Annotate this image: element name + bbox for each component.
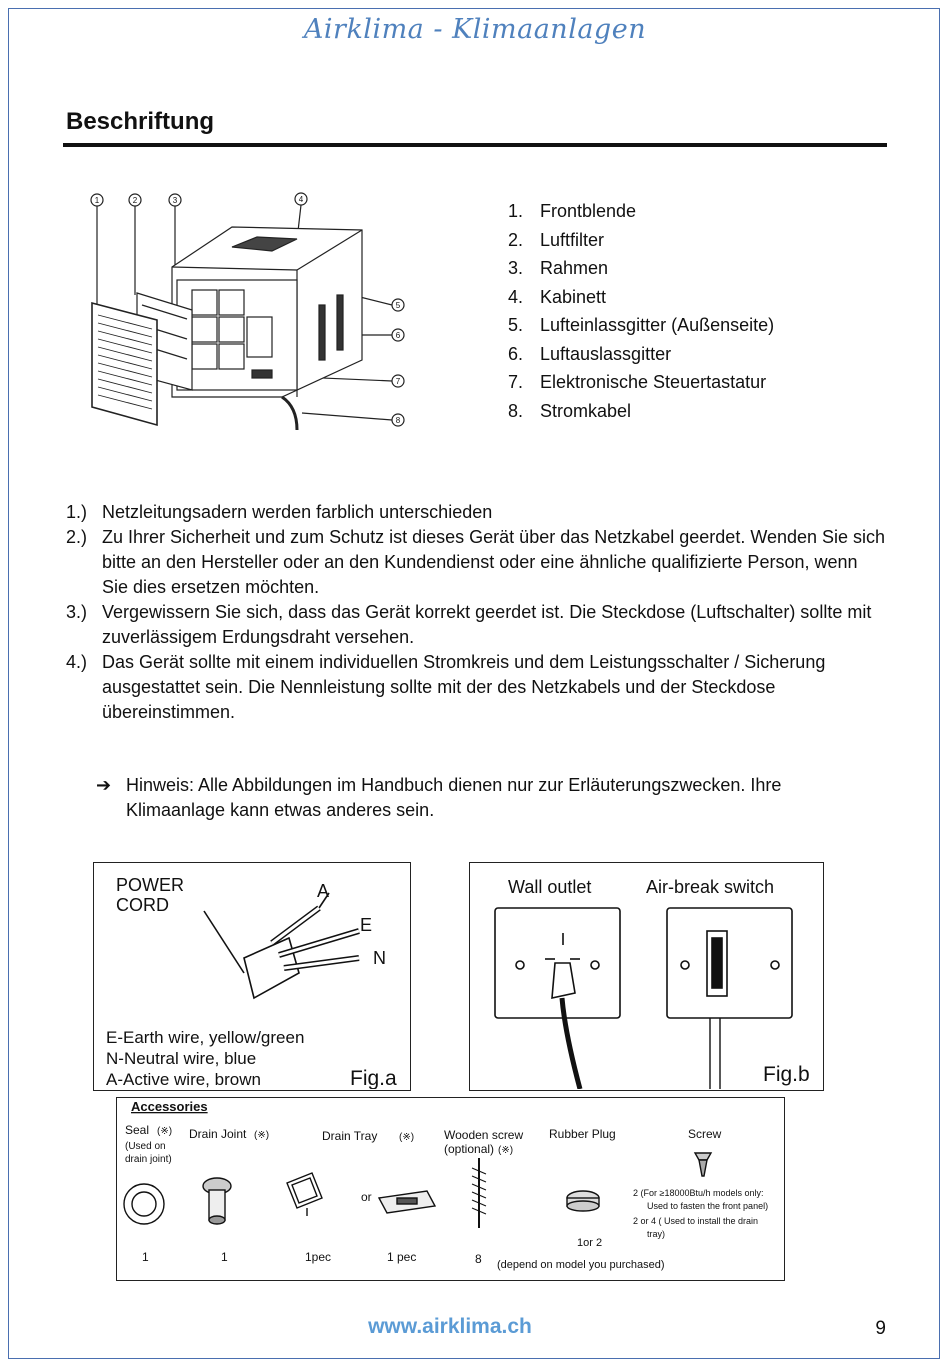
drain-tray-label: Drain Tray bbox=[322, 1129, 378, 1143]
callout-6: 6 bbox=[395, 331, 401, 340]
qty-wood: 8 bbox=[475, 1252, 482, 1266]
accessories-table bbox=[116, 1097, 785, 1281]
list-item: 7. Elektronische Steuertastatur bbox=[508, 372, 767, 392]
callout-8: 8 bbox=[395, 416, 401, 425]
page-number: 9 bbox=[875, 1318, 886, 1339]
callout-2: 2 bbox=[132, 196, 138, 205]
legend-earth: E-Earth wire, yellow/green bbox=[106, 1028, 305, 1047]
wall-outlet-label: Wall outlet bbox=[508, 877, 592, 897]
qty-tray-b: 1 pec bbox=[387, 1250, 417, 1264]
callout-3: 3 bbox=[172, 196, 178, 205]
seal-note-1: (Used on bbox=[125, 1141, 166, 1152]
note-2: 2.) Zu Ihrer Sicherheit und zum Schutz ist dieses Gerät über das Netzkabel geerdet. Wenden Sie sich bitte an den Hersteller oder an den Kundendienst oder eine ähnliche qualifizierte Person, wenn Sie dies ersetzen möchten. bbox=[66, 527, 886, 597]
list-item: 8. Stromkabel bbox=[508, 400, 632, 421]
rubber-plug-label: Rubber Plug bbox=[549, 1127, 616, 1141]
drain-joint-label: Drain Joint bbox=[189, 1127, 247, 1141]
list-item: 1. Frontblende bbox=[508, 201, 637, 221]
ac-exploded-diagram bbox=[82, 185, 422, 435]
seal-label: Seal bbox=[125, 1123, 150, 1137]
note-3: 3.) Vergewissern Sie sich, dass das Gerät korrekt geerdet ist. Die Steckdose (Luftschalter) sollte mit zuverlässigem Erdungsdraht versehen. bbox=[66, 602, 872, 647]
callout-5: 5 bbox=[395, 301, 401, 310]
accessories-title: Accessories bbox=[131, 1099, 208, 1114]
screw-note-1: 2 (For ≥18000Btu/h models only: bbox=[633, 1188, 764, 1198]
fig-a-caption: Fig.a bbox=[350, 1067, 397, 1089]
wire-a-label: A bbox=[317, 881, 330, 901]
depend-note: (depend on model you purchased) bbox=[497, 1259, 665, 1271]
legend-neutral: N-Neutral wire, blue bbox=[106, 1049, 257, 1068]
list-item: 4. Kabinett bbox=[508, 286, 607, 307]
wire-n-label: N bbox=[373, 948, 386, 968]
wooden-screw-mark: (※) bbox=[498, 1145, 514, 1156]
figure-a-power-cord bbox=[93, 862, 411, 1091]
qty-seal: 1 bbox=[142, 1250, 149, 1264]
legend-active: A-Active wire, brown bbox=[106, 1070, 261, 1089]
section-title: Beschriftung bbox=[66, 108, 215, 135]
list-item: 3. Rahmen bbox=[508, 258, 609, 278]
title-rule bbox=[63, 143, 887, 147]
drain-tray-mark: (※) bbox=[399, 1132, 415, 1143]
qty-plug: 1or 2 bbox=[577, 1237, 603, 1249]
wire-e-label: E bbox=[360, 915, 373, 935]
safety-notes bbox=[66, 500, 886, 725]
wooden-screw-label: Wooden screw bbox=[444, 1128, 524, 1142]
list-item: 5. Lufteinlassgitter (Außenseite) bbox=[508, 315, 775, 335]
screw-note-4: tray) bbox=[647, 1229, 665, 1239]
note-1: 1.) Netzleitungsadern werden farblich unterschieden bbox=[66, 502, 493, 522]
optional-label: (optional) bbox=[444, 1142, 495, 1156]
qty-joint: 1 bbox=[221, 1250, 228, 1264]
hint-note: ➔ Hinweis: Alle Abbildungen im Handbuch dienen nur zur Erläuterungszwecken. Ihre Klimaanlage kann etwas anderes sein. bbox=[96, 775, 782, 820]
seal-mark: (※) bbox=[157, 1126, 173, 1137]
power-cord-label-2: CORD bbox=[116, 895, 169, 915]
fig-b-caption: Fig.b bbox=[763, 1063, 810, 1086]
screw-note-3: 2 or 4 ( Used to install the drain bbox=[633, 1216, 759, 1226]
brand-header: Airklima - Klimaanlagen bbox=[303, 14, 647, 45]
air-break-switch-label: Air-break switch bbox=[646, 877, 775, 897]
callout-4: 4 bbox=[298, 195, 304, 204]
seal-note-2: drain joint) bbox=[125, 1154, 172, 1165]
callout-1: 1 bbox=[94, 196, 100, 205]
qty-tray-a: 1pec bbox=[305, 1250, 332, 1264]
footer-url[interactable]: www.airklima.ch bbox=[368, 1315, 532, 1338]
arrow-right-icon: ➔ bbox=[96, 775, 112, 795]
list-item: 6. Luftauslassgitter bbox=[508, 343, 672, 364]
note-4: 4.) Das Gerät sollte mit einem individuellen Stromkreis und dem Leistungsschalter / Sicherung ausgestattet sein. Die Nennleistung sollte mit der des Netzkabels und der Steckdose übereinstimmen. bbox=[66, 652, 826, 722]
drain-joint-mark: (※) bbox=[254, 1130, 270, 1141]
parts-list bbox=[508, 197, 774, 425]
power-cord-label: POWER bbox=[116, 875, 185, 895]
callout-7: 7 bbox=[395, 377, 401, 386]
or-label: or bbox=[361, 1190, 372, 1204]
screw-label: Screw bbox=[688, 1127, 722, 1141]
screw-note-2: Used to fasten the front panel) bbox=[647, 1201, 769, 1211]
list-item: 2. Luftfilter bbox=[508, 229, 605, 250]
figure-b-outlet-switch bbox=[469, 862, 824, 1091]
